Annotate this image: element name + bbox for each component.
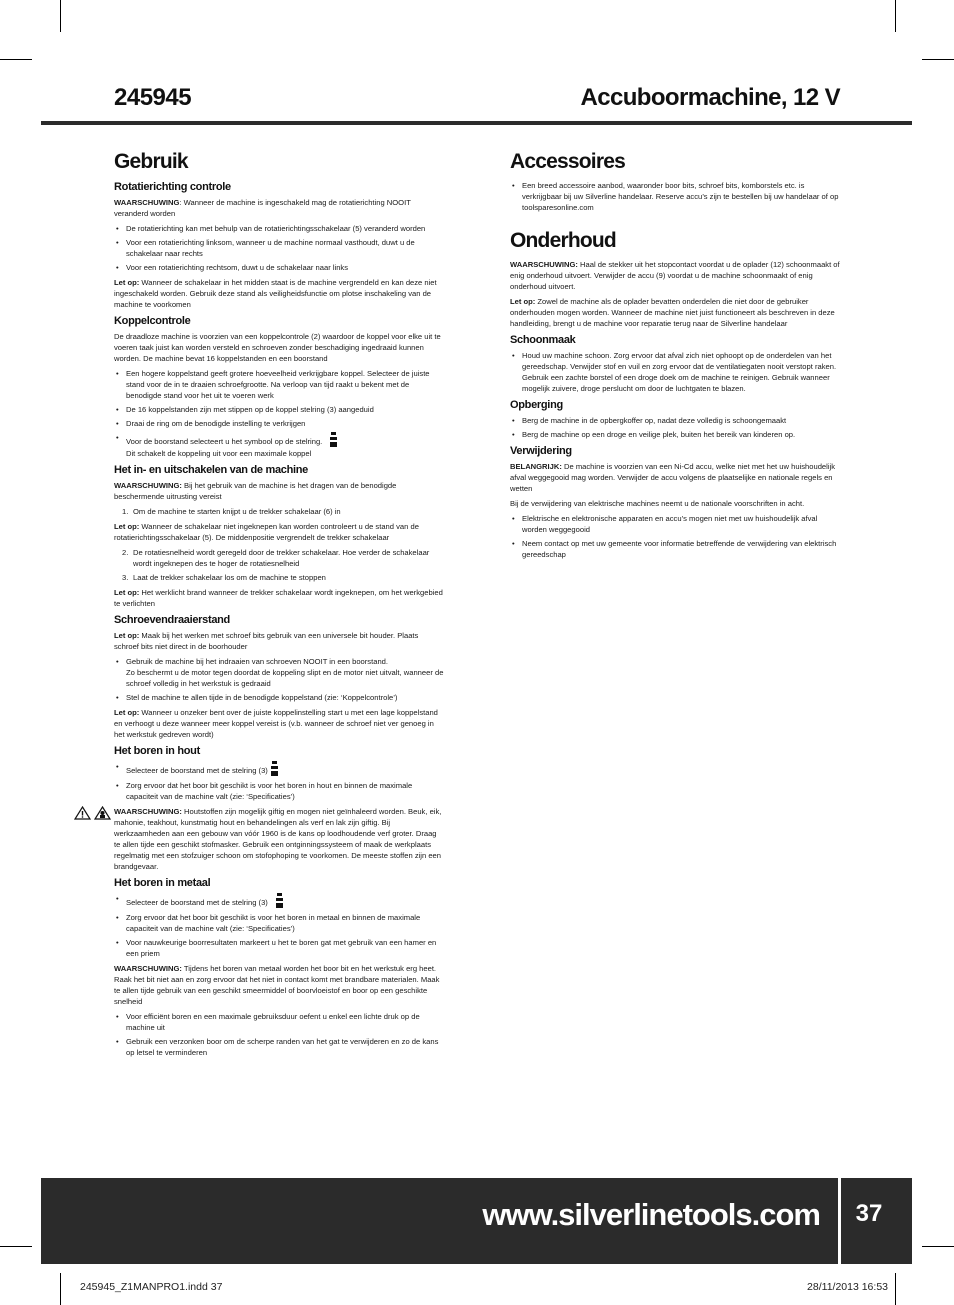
important-paragraph: BELANGRIJK: De machine is voorzien van een Ni-Cd accu, welke niet met het uw huishoudelijk afval weggegooid mag worden. Verwijder de accu volgens de plaatselijke en nationale regels en wetten [510,462,835,493]
note-paragraph: Let op: Het werklicht brand wanneer de trekker schakelaar wordt ingeknepen, om het werkgebied te verlichten [114,588,443,608]
crop-mark [60,1273,61,1305]
list-item: • Neem contact op met uw gemeente voor informatie betreffende de verwijdering van elektrisch gereedschap [510,538,840,560]
list-item: 1. Om de machine te starten knijpt u de trekker schakelaar (6) in [122,507,341,516]
subheading-boren-hout: Het boren in hout [114,745,200,757]
list-item: • Voor nauwkeurige boorresultaten markeert u het te boren gat met gebruik van een hamer en een priem [114,937,444,959]
product-code: 245945 [114,84,192,111]
left-column [114,150,444,1062]
list-item: • Gebruik de machine bij het indraaien van schroeven NOOIT in een boorstand. Zo beschermt u de motor tegen doordat de koppeling slipt en de motor niet uitvalt, wanneer de schroef volledig in het werkstuk is gedraaid [114,656,444,689]
list-item: • Gebruik een verzonken boor om de scherpe randen van het gat te verwijderen en zo de kans op letsel te verminderen [114,1036,444,1058]
list-item: • Voor een rotatierichting rechtsom, duwt u de schakelaar naar links [114,262,444,273]
bullet-list [510,415,840,440]
subheading-koppelcontrole: Koppelcontrole [114,315,191,327]
bullet-list [510,180,840,213]
subheading-in-uitschakelen: Het in- en uitschakelen van de machine [114,464,308,476]
list-item: • Stel de machine te allen tijde in de benodigde koppelstand (zie: ‘Koppelcontrole’) [114,692,444,703]
header-rule [41,121,912,125]
right-column [510,150,840,564]
list-item: • Zorg ervoor dat het boor bit geschikt is voor het boren in hout en binnen de maximale capaciteit van de machine valt (zie: ‘Specificaties’) [114,780,444,802]
bullet-list [114,223,444,273]
subheading-opberging: Opberging [510,399,563,411]
list-item: • Voor een rotatierichting linksom, wanneer u de machine normaal vasthoudt, duwt u de schakelaar naar rechts [114,237,444,259]
bullet-list [510,350,840,394]
note-paragraph: Let op: Wanneer de schakelaar niet ingeknepen kan worden controleert u de stand van de rotatierichtingsschakelaar (5). De middenpositie vergrendelt de trekker schakelaar [114,522,419,542]
crop-mark [0,1246,32,1247]
crop-mark [895,1273,896,1305]
subheading-verwijdering: Verwijdering [510,445,572,457]
list-item: • Een breed accessoire aanbod, waaronder boor bits, schroef bits, komborstels etc. is verkrijgbaar bij uw Silverline handelaar. Reserve accu’s zijn te bestellen bij uw handelaar of op toolsparesonline.com [510,180,840,213]
list-item: • De rotatierichting kan met behulp van de rotatierichtingsschakelaar (5) veranderd worden [114,223,444,234]
bullet-list [114,761,444,802]
list-item: • Voor efficiënt boren en een maximale gebruiksduur oefent u enkel een lichte druk op de machine uit [114,1011,444,1033]
note-paragraph: Let op: Maak bij het werken met schroef bits gebruik van een universele bit houder. Plaats schroef bits niet direct in de boorhouder [114,631,419,651]
note-paragraph: Let op: Wanneer de schakelaar in het midden staat is de machine vergrendeld en kan deze niet ingeschakeld worden. Gebruik deze stand als veiligheidsfunctie om plotse inschakeling van de machine te voorkomen [114,278,437,309]
body-paragraph: De draadloze machine is voorzien van een koppelcontrole (2) waardoor de koppel voor elke uit te voeren taak juist kan worden versteld en schroeven zonder beschadiging ingedraaid kunnen worden. De machine bevat 16 koppelstanden en een boorstand [114,332,441,363]
print-slug-date: 28/11/2013 16:53 [807,1281,888,1293]
website-url[interactable]: www.silverlinetools.com [482,1197,820,1232]
crop-mark [60,0,61,32]
crop-mark [895,0,896,32]
list-item: • Houd uw machine schoon. Zorg ervoor dat afval zich niet ophoopt op de onderdelen van het gereedschap. Verwijder stof en vuil en zorg ervoor dat de ventilatiegaten nooit verstopt raken. Gebruik een zachte borstel of een droge doek om de machine te reinigen. Gebruik wanneer mogelijk zuivere, droge perslucht om door de luchtgaten te blazen. [510,350,840,394]
warning-paragraph: WAARSCHUWING: Wanneer de machine is ingeschakeld mag de rotatierichting NOOIT veranderd worden [114,198,411,218]
numbered-list [114,506,444,517]
subheading-rotatierichting: Rotatierichting controle [114,181,231,193]
footer-bar [41,1178,838,1264]
page-number: 37 [855,1200,883,1227]
list-item: • Een hogere koppelstand geeft grotere hoeveelheid verkrijgbare koppel. Selecteer de juiste stand voor de in te draaien schroefgrootte. Na verloop van tijd raakt u bekent met de benodigde stand voor het uit te voeren werk [114,368,444,401]
dust-mask-icon [94,806,111,820]
list-item: • De 16 koppelstanden zijn met stippen op de koppel stelring (3) aangeduid [114,404,444,415]
numbered-list [114,547,444,583]
list-item: 2. De rotatiesnelheid wordt geregeld door de trekker schakelaar. Hoe verder de schakelaar wordt ingeknepen des te hoger de rotatiesnelheid [122,548,430,568]
list-item: 3. Laat de trekker schakelaar los om de machine te stoppen [122,573,326,582]
list-item: • Berg de machine in de opbergkoffer op, nadat deze volledig is schoongemaakt [510,415,840,426]
note-paragraph: Let op: Wanneer u onzeker bent over de juiste koppelinstelling start u met een lage koppelstand en verhoogt u deze wanneer meer koppel vereist is (v.b. wanneer de schroef niet ver genoeg in het werkstuk gedreven wordt) [114,708,438,739]
warning-paragraph: WAARSCHUWING: Haal de stekker uit het stopcontact voordat u de oplader (12) schoonmaakt of enig onderhoud uitvoert. Verwijder de accu (9) voordat u de machine schoonmaakt of enig onderhoud uitvoert. [510,260,840,291]
list-item: • Selecteer de boorstand met de stelring (3) [114,761,444,777]
bullet-list [114,656,444,703]
list-item: • Draai de ring om de benodigde instelling te verkrijgen [114,418,444,429]
drill-mode-icon [276,893,283,909]
note-paragraph: Let op: Zowel de machine als de oplader bevatten onderdelen die niet door de gebruiker onderhouden mogen worden. Wanneer de machine niet juist functioneert als beschreven in deze handleiding, brengt u de machine voor reparatie terug naar de Silverline handelaar [510,297,835,328]
section-heading-onderhoud: Onderhoud [510,229,616,252]
page-number-box [841,1178,912,1264]
print-slug-file: 245945_Z1MANPRO1.indd 37 [80,1281,223,1293]
warning-paragraph: WAARSCHUWING: Bij het gebruik van de machine is het dragen van de benodigde beschermende uitrusting vereist [114,481,397,501]
list-item: • Elektrische en elektronische apparaten en accu’s mogen niet met uw huishoudelijk afval worden weggegooid [510,513,840,535]
warning-triangle-icon [74,806,91,820]
bullet-list [114,893,444,959]
list-item: • Berg de machine op een droge en veilige plek, buiten het bereik van kinderen op. [510,429,840,440]
drill-mode-icon [271,761,278,777]
list-item: • Zorg ervoor dat het boor bit geschikt is voor het boren in metaal en binnen de maximale capaciteit van de machine valt (zie: ‘Specificaties’) [114,912,444,934]
body-paragraph: Bij de verwijdering van elektrische machines neemt u de nationale voorschriften in acht. [510,499,805,508]
section-heading-accessoires: Accessoires [510,150,625,173]
list-item: • Selecteer de boorstand met de stelring (3) [114,893,444,909]
bullet-list [114,1011,444,1058]
subheading-boren-metaal: Het boren in metaal [114,877,211,889]
warning-paragraph: WAARSCHUWING: Houtstoffen zijn mogelijk giftig en mogen niet geïnhaleerd worden. Beuk, eik, mahonie, teakhout, kunstmatig hout en behandelingen als verf en lak zijn giftig. Bij werkzaamheden aan een gebouw van vóór 1960 is de kans op loodhoudende verf groter. Draag te allen tijde een geschikt stofmasker. Gebruik een ontginningssysteem of maak de werkplaats regelmatig met een stofzuiger schoon om stofophoping te voorkomen. De meeste stoffen zijn een brandgevaar. [114,807,442,871]
subheading-schroevendraaierstand: Schroevendraaierstand [114,614,230,626]
bullet-list [114,368,444,459]
bullet-list [510,513,840,560]
list-item: • Voor de boorstand selecteert u het symbool op de stelring. Dit schakelt de koppeling uit voor een maximale koppel [114,432,444,459]
crop-mark [0,59,32,60]
warning-paragraph: WAARSCHUWING: Tijdens het boren van metaal worden het boor bit en het werkstuk erg heet. Raak het bit niet aan en zorg ervoor dat het niet in contact komt met brandbare materialen. Maak te allen tijde gebruik van een geschikt smeermiddel of boorvloeistof en boor op een geschikte snelheid [114,964,440,1006]
drill-mode-icon [330,432,337,448]
crop-mark [922,59,954,60]
warning-block [114,806,444,872]
page-title: Accuboormachine, 12 V [580,84,840,111]
crop-mark [922,1246,954,1247]
section-heading-gebruik: Gebruik [114,150,188,173]
subheading-schoonmaak: Schoonmaak [510,334,576,346]
